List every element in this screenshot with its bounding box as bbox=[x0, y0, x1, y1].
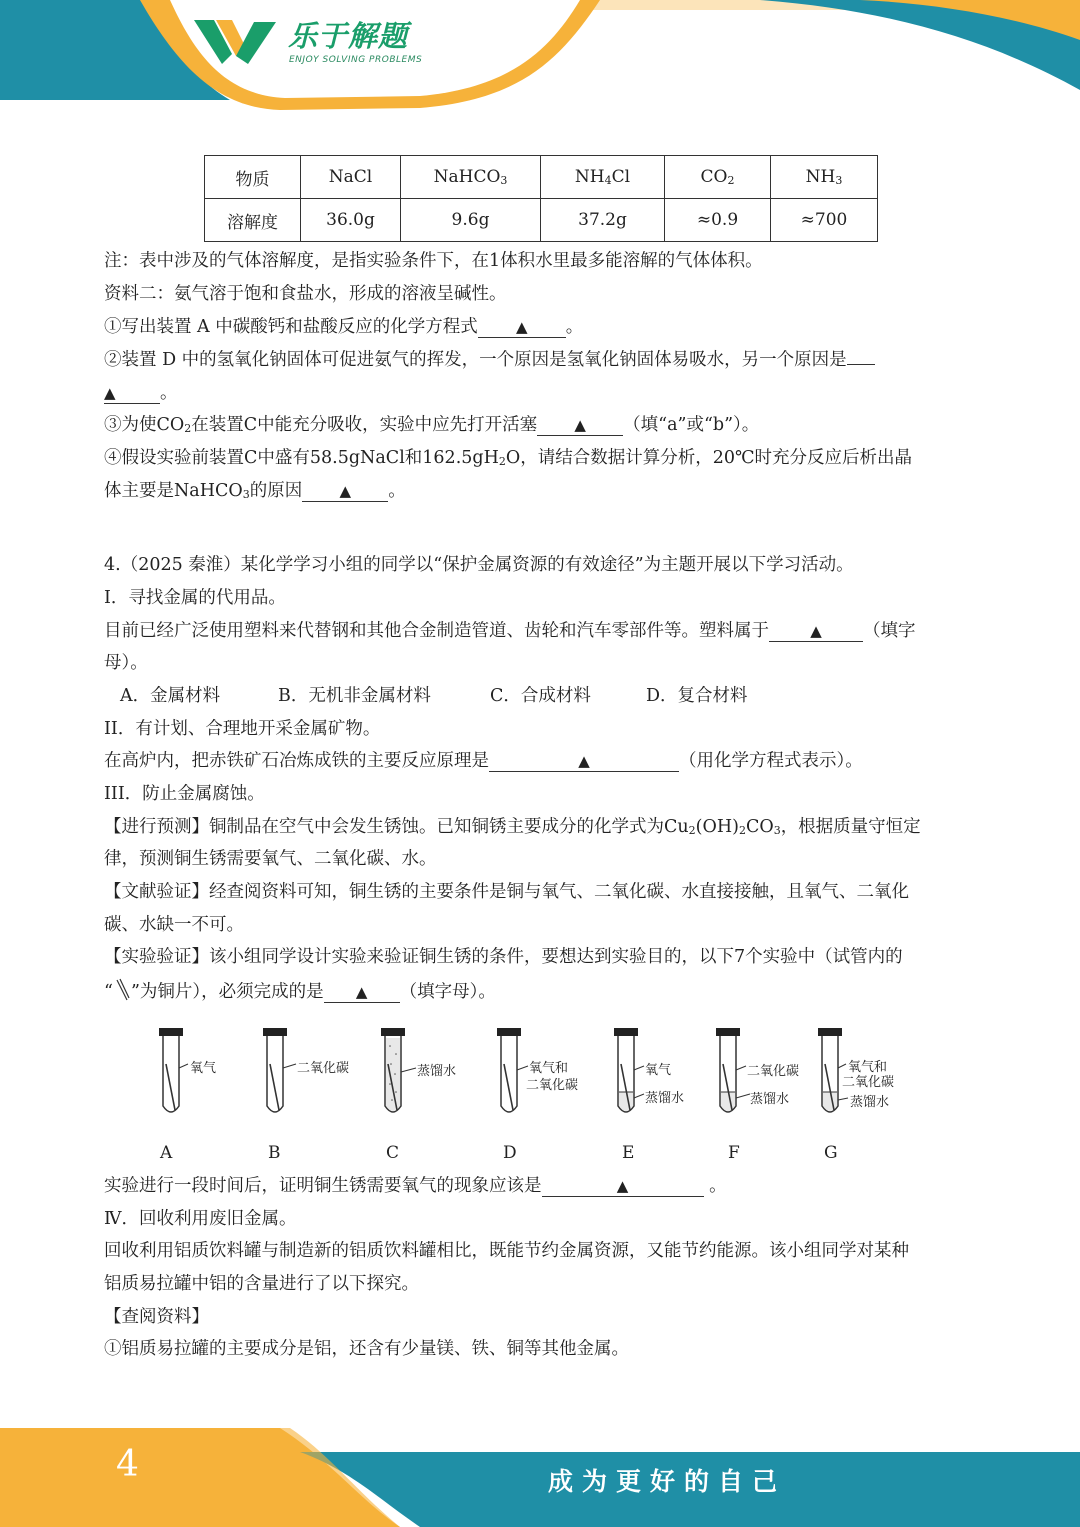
reference-heading: 【查阅资料】 bbox=[104, 1307, 209, 1327]
page-header-banner bbox=[0, 0, 1080, 112]
question-text: 在装置C中能充分吸收，实验中应先打开活塞 bbox=[191, 415, 538, 435]
answer-blank[interactable] bbox=[104, 383, 160, 404]
after-experiment bbox=[104, 1174, 727, 1198]
blank-marker-icon: ▲ bbox=[339, 482, 352, 500]
cell-subscript: 3 bbox=[835, 174, 843, 187]
section-2-body bbox=[104, 749, 863, 773]
tube-label: 氧气和 bbox=[848, 1060, 888, 1075]
brand-name-cn: 乐于解题 bbox=[288, 19, 409, 53]
cell-subscript: 4 bbox=[604, 174, 612, 187]
option-d[interactable]: D．复合材料 bbox=[646, 686, 748, 706]
body-text: 在高炉内，把赤铁矿石冶炼成铁的主要反应原理是 bbox=[104, 751, 489, 771]
section-1-body-cont: 母）。 bbox=[104, 653, 148, 673]
tube-label: 蒸馏水 bbox=[750, 1092, 790, 1107]
question-text: ①写出装置 A 中碳酸钙和盐酸反应的化学方程式 bbox=[104, 317, 478, 337]
copper-strip-icon bbox=[113, 978, 131, 1002]
table-cell bbox=[301, 199, 401, 242]
table-cell bbox=[771, 156, 878, 199]
tube-label: 二氧化碳 bbox=[842, 1075, 895, 1090]
answer-blank[interactable] bbox=[542, 1176, 704, 1197]
subscript: 2 bbox=[498, 455, 506, 468]
cell-text: 物质 bbox=[235, 169, 270, 190]
section-4-heading: Ⅳ．回收利用废旧金属。 bbox=[104, 1209, 297, 1229]
tube-label: 蒸馏水 bbox=[417, 1064, 457, 1079]
cell-subscript: 3 bbox=[500, 174, 508, 187]
table-cell bbox=[205, 156, 301, 199]
page-number: 4 bbox=[116, 1444, 139, 1485]
subscript: 3 bbox=[242, 488, 250, 501]
body-text: （用化学方程式表示）。 bbox=[679, 751, 863, 771]
option-a[interactable]: A．金属材料 bbox=[120, 686, 221, 706]
prediction-line-2: 律，预测铜生锈需要氧气、二氧化碳、水。 bbox=[104, 849, 437, 869]
answer-blank[interactable] bbox=[537, 415, 623, 436]
section-4-line-2: 铝质易拉罐中铝的含量进行了以下探究。 bbox=[104, 1274, 419, 1294]
tube-g bbox=[818, 1028, 842, 1112]
section-1-body bbox=[104, 619, 916, 643]
body-text: （填字母）。 bbox=[399, 982, 496, 1002]
section-1-heading: I．寻找金属的代用品。 bbox=[104, 588, 286, 608]
body-text: 目前已经广泛使用塑料来代替钢和其他合金制造管道、齿轮和汽车零部件等。塑料属于 bbox=[104, 621, 769, 641]
cell-subscript: 2 bbox=[727, 174, 735, 187]
body-text: 【进行预测】铜制品在空气中会发生锈蚀。已知铜锈主要成分的化学式为Cu bbox=[104, 817, 689, 837]
answer-blank[interactable] bbox=[769, 621, 863, 642]
question-2 bbox=[104, 348, 875, 372]
blank-marker-icon: ▲ bbox=[355, 983, 368, 1001]
tube-b bbox=[263, 1028, 287, 1112]
blank-marker-icon: ▲ bbox=[515, 318, 528, 336]
question-2-cont: ▲ 。 bbox=[104, 383, 178, 403]
table-row bbox=[205, 199, 878, 242]
answer-blank[interactable] bbox=[324, 982, 400, 1003]
tube-letter-d: D bbox=[503, 1143, 517, 1163]
tube-label: 蒸馏水 bbox=[850, 1095, 890, 1110]
body-text: 。 bbox=[709, 1176, 727, 1196]
answer-blank[interactable] bbox=[478, 317, 566, 338]
option-b[interactable]: B．无机非金属材料 bbox=[278, 686, 431, 706]
cell-text: 9.6g bbox=[451, 210, 490, 230]
literature-line-2: 碳、水缺一不可。 bbox=[104, 915, 244, 935]
answer-blank[interactable] bbox=[489, 751, 679, 772]
question-text: ④假设实验前装置C中盛有58.5gNaCl和162.5gH bbox=[104, 448, 499, 468]
question-text: ③为使CO bbox=[104, 415, 185, 435]
section-4-line-1: 回收利用铝质饮料罐与制造新的铝质饮料罐相比，既能节约金属资源，又能节约能源。该小组同学对某种 bbox=[104, 1241, 909, 1261]
tube-letter-c: C bbox=[386, 1143, 400, 1163]
cell-text: NH bbox=[805, 167, 836, 187]
table-note: 注：表中涉及的气体溶解度，是指实验条件下，在1体积水里最多能溶解的气体体积。 bbox=[104, 251, 763, 271]
section-3-heading: III．防止金属腐蚀。 bbox=[104, 784, 265, 804]
question-text: 的原因 bbox=[249, 481, 303, 501]
problem-4-title: 4.（2025 秦淮）某化学学习小组的同学以“保护金属资源的有效途径”为主题开展以下学习活动。 bbox=[104, 555, 854, 575]
blank-marker-icon: ▲ bbox=[616, 1177, 629, 1195]
body-text: （填字 bbox=[863, 621, 916, 641]
footer-slogan: 成为更好的自己 bbox=[548, 1467, 787, 1496]
body-text: “ bbox=[104, 982, 113, 1002]
body-text: CO bbox=[745, 817, 774, 837]
brand-logo-icon bbox=[192, 14, 282, 66]
tube-letter-e: E bbox=[622, 1143, 635, 1163]
subscript: 3 bbox=[773, 824, 781, 837]
subscript: 2 bbox=[184, 422, 192, 435]
answer-blank[interactable] bbox=[847, 364, 875, 365]
blank-marker-icon: ▲ bbox=[578, 752, 590, 770]
question-4-cont: 体主要是NaHCO$_3$的原因 ▲ 。 bbox=[104, 481, 406, 501]
section-2-heading: II．有计划、合理地开采金属矿物。 bbox=[104, 719, 381, 739]
blank-marker-icon: ▲ bbox=[810, 622, 822, 640]
reference-item-1: ①铝质易拉罐的主要成分是铝，还含有少量镁、铁、铜等其他金属。 bbox=[104, 1339, 629, 1359]
subscript: 2 bbox=[738, 824, 746, 837]
page-footer-banner bbox=[0, 1400, 1080, 1527]
body-text: (OH) bbox=[695, 817, 739, 837]
cell-text: NaCl bbox=[328, 167, 373, 187]
tube-label: 二氧化碳 bbox=[297, 1061, 350, 1076]
question-text: O，请结合数据计算分析，20℃时充分反应后析出晶 bbox=[505, 448, 913, 468]
body-text: ，根据质量守恒定 bbox=[780, 817, 921, 837]
tube-label: 氧气 bbox=[190, 1061, 217, 1076]
table-cell bbox=[301, 156, 401, 199]
table-cell bbox=[401, 199, 541, 242]
blank-marker-icon: ▲ bbox=[104, 384, 116, 402]
cell-text: NH bbox=[574, 167, 605, 187]
subscript: 2 bbox=[688, 824, 696, 837]
experiment-line-1: 【实验验证】该小组同学设计实验来验证铜生锈的条件，要想达到实验目的，以下7个实验中（试管内的 bbox=[104, 947, 903, 967]
table-row bbox=[205, 156, 878, 199]
question-text: ②装置 D 中的氢氧化钠固体可促进氨气的挥发，一个原因是氢氧化钠固体易吸水，另一个原因是 bbox=[104, 350, 847, 370]
table-cell bbox=[541, 199, 665, 242]
table-cell bbox=[665, 156, 771, 199]
cell-text: ≈0.9 bbox=[696, 210, 739, 230]
body-text: 实验进行一段时间后，证明铜生锈需要氧气的现象应该是 bbox=[104, 1176, 542, 1196]
tube-label: 二氧化碳 bbox=[526, 1078, 579, 1093]
cell-text: 37.2g bbox=[578, 210, 627, 230]
reference-2: 资料二：氨气溶于饱和食盐水，形成的溶液呈碱性。 bbox=[104, 284, 507, 304]
tube-label: 氧气和 bbox=[529, 1061, 569, 1076]
table-cell bbox=[771, 199, 878, 242]
tube-label: 氧气 bbox=[645, 1063, 672, 1078]
option-c[interactable]: C．合成材料 bbox=[490, 686, 591, 706]
tube-c bbox=[381, 1028, 405, 1112]
cell-text: CO bbox=[700, 167, 728, 187]
cell-text: NaHCO bbox=[433, 167, 501, 187]
experiment-line-2 bbox=[104, 978, 496, 1004]
cell-text: 36.0g bbox=[326, 210, 375, 230]
test-tube-figure bbox=[130, 1022, 910, 1122]
brand-name-en: ENJOY SOLVING PROBLEMS bbox=[289, 55, 423, 65]
tube-letter-g: G bbox=[824, 1143, 838, 1163]
question-3 bbox=[104, 413, 759, 441]
tube-letter-a: A bbox=[160, 1143, 173, 1163]
cell-text: Cl bbox=[611, 167, 631, 187]
question-4 bbox=[104, 446, 912, 474]
tube-label: 蒸馏水 bbox=[645, 1091, 685, 1106]
tube-label: 二氧化碳 bbox=[747, 1064, 800, 1079]
tube-letter-f: F bbox=[728, 1143, 740, 1163]
blank-marker-icon: ▲ bbox=[574, 416, 586, 434]
answer-blank[interactable] bbox=[302, 481, 388, 502]
cell-text: 溶解度 bbox=[227, 212, 278, 233]
prediction-line-1 bbox=[104, 815, 921, 843]
question-text: 体主要是NaHCO bbox=[104, 481, 243, 501]
tube-a bbox=[159, 1028, 183, 1112]
tube-letter-b: B bbox=[268, 1143, 281, 1163]
table-cell bbox=[401, 156, 541, 199]
question-text: （填“a”或“b”）。 bbox=[623, 415, 760, 435]
literature-line-1: 【文献验证】经查阅资料可知，铜生锈的主要条件是铜与氧气、二氧化碳、水直接接触，且氧气、二氧化 bbox=[104, 882, 909, 902]
body-text: ”为铜片），必须完成的是 bbox=[130, 982, 324, 1002]
table-cell bbox=[665, 199, 771, 242]
solubility-table bbox=[204, 155, 878, 242]
table-cell bbox=[205, 199, 301, 242]
table-cell bbox=[541, 156, 665, 199]
question-1: ①写出装置 A 中碳酸钙和盐酸反应的化学方程式 ▲ 。 bbox=[104, 317, 584, 337]
cell-text: ≈700 bbox=[800, 210, 848, 230]
